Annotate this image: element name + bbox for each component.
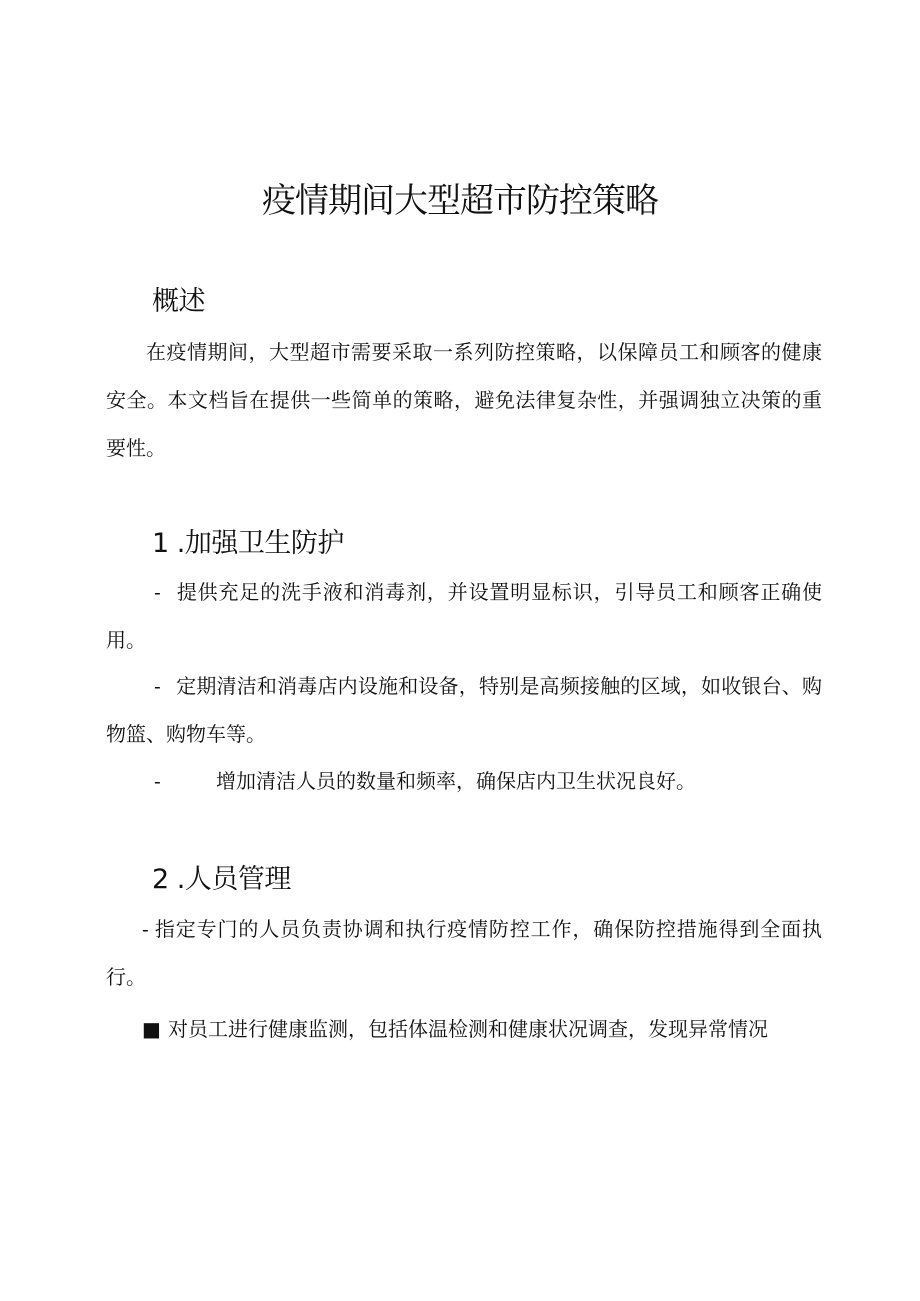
document-title: 疫情期间大型超市防控策略 <box>262 181 658 221</box>
overview-paragraph: 在疫情期间，大型超市需要采取一系列防控策略，以保障员工和顾客的健康安全。本文档旨在提供一些简单的策略，避免法律复杂性，并强调独立决策的重要性。 <box>106 340 822 460</box>
list-marker: - <box>154 674 161 698</box>
section-heading-overview: 概述 <box>152 286 205 317</box>
list-item-text: 对员工进行健康监测，包括体温检测和健康状况调查，发现异常情况 <box>168 1017 768 1041</box>
list-item-text: 增加清洁人员的数量和频率，确保店内卫生状况良好。 <box>216 769 696 793</box>
list-item-text: 指定专门的人员负责协调和执行疫情防控工作，确保防控措施得到全面执行。 <box>106 917 822 989</box>
list-item <box>106 662 822 758</box>
square-bullet-icon: ■ <box>142 1017 161 1041</box>
section-heading-hygiene: 1 .加强卫生防护 <box>152 528 344 559</box>
list-marker: - <box>154 580 161 604</box>
list-marker: - <box>154 769 161 793</box>
list-item <box>106 1005 822 1053</box>
list-item-text: 提供充足的洗手液和消毒剂，并设置明显标识，引导员工和顾客正确使用。 <box>106 580 822 652</box>
list-item <box>106 568 822 664</box>
section-heading-staff: 2 .人员管理 <box>152 864 291 895</box>
list-marker: - <box>142 917 149 941</box>
list-item-text: 定期清洁和消毒店内设施和设备，特别是高频接触的区域，如收银台、购物篮、购物车等。 <box>106 674 822 746</box>
list-item <box>106 905 822 1001</box>
list-item <box>106 757 822 805</box>
